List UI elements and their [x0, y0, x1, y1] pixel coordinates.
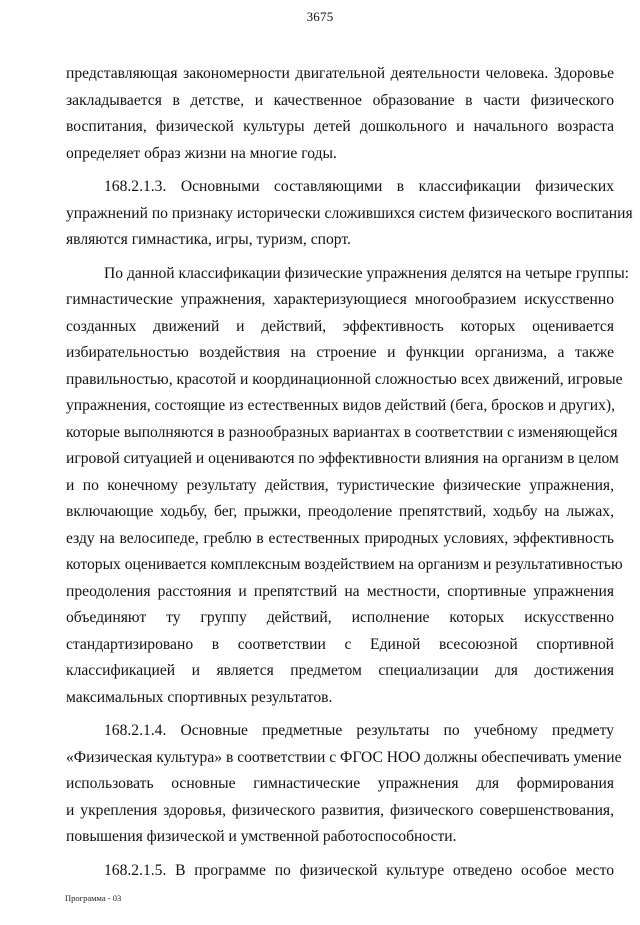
- text-line: и укрепления здоровья, физического развития, физического совершенствования,: [66, 801, 614, 819]
- text-line: включающие ходьбу, бег, прыжки, преодоление препятствий, ходьбу на лыжах,: [66, 503, 614, 520]
- text-line: упражнения, состоящие из естественных видов действий (бега, бросков и других),: [66, 397, 616, 414]
- paragraph: [66, 261, 630, 712]
- paragraph-gap: [66, 254, 614, 261]
- text-line: езду на велосипеде, греблю в естественных природных условиях, эффективность: [66, 529, 614, 547]
- text-line: представляющая закономерности двигательной деятельности человека. Здоровье: [66, 65, 614, 82]
- document-body: [66, 61, 633, 884]
- text-line: определяет образ жизни на многие годы.: [66, 144, 337, 162]
- paragraph: [66, 718, 622, 851]
- text-line: воспитания, физической культуры детей дошкольного и начального возраста: [66, 118, 614, 135]
- paragraph: [66, 61, 614, 167]
- paragraph-gap: [66, 851, 614, 858]
- paragraph-gap: [66, 167, 614, 174]
- text-line: избирательностью воздействия на строение и функции организма, а также: [66, 344, 614, 361]
- text-line: созданных движений и действий, эффективность которых оценивается: [66, 317, 614, 335]
- text-line: 168.2.1.5. В программе по физической культуре отведено особое место: [104, 861, 614, 879]
- text-line: которые выполняются в разнообразных вариантах в соответствии с изменяющейся: [66, 423, 618, 441]
- text-line: максимальных спортивных результатов.: [66, 688, 333, 706]
- text-line: и по конечному результату действия, туристические физические упражнения,: [66, 476, 614, 494]
- text-line: упражнений по признаку исторически сложившихся систем физического воспитания: [66, 204, 633, 222]
- text-line: преодоления расстояния и препятствий на местности, спортивные упражнения: [66, 582, 614, 600]
- paragraph: [66, 174, 633, 254]
- text-line: объединяют ту группу действий, исполнение которых искусственно: [66, 609, 614, 626]
- page-number: 3675: [306, 9, 334, 24]
- text-line: использовать основные гимнастические упражнения для формирования: [66, 775, 614, 792]
- text-line: являются гимнастика, игры, туризм, спорт.: [66, 231, 351, 248]
- text-line: повышения физической и умственной работоспособности.: [66, 828, 457, 845]
- text-line: «Физическая культура» в соответствии с ФГОС НОО должны обеспечивать умение: [66, 748, 622, 766]
- text-line: 168.2.1.3. Основными составляющими в классификации физических: [104, 178, 614, 195]
- text-line: стандартизировано в соответствии с Единой всесоюзной спортивной: [66, 635, 614, 653]
- text-line: которых оценивается комплексным воздействием на организм и результативностью: [66, 556, 623, 573]
- page-footer: Программа - 03: [65, 893, 122, 903]
- paragraph: [66, 858, 614, 885]
- text-line: закладывается в детстве, и качественное образование в части физического: [66, 91, 614, 109]
- text-line: гимнастические упражнения, характеризующиеся многообразием искусственно: [66, 291, 614, 308]
- paragraph-gap: [66, 711, 614, 718]
- text-line: По данной классификации физические упражнения делятся на четыре группы:: [104, 264, 630, 282]
- text-line: классификацией и является предметом специализации для достижения: [66, 662, 614, 679]
- text-line: 168.2.1.4. Основные предметные результаты по учебному предмету: [104, 722, 614, 739]
- text-line: правильностью, красотой и координационной сложностью всех движений, игровые: [66, 370, 623, 388]
- text-line: игровой ситуацией и оцениваются по эффективности влияния на организм в целом: [66, 450, 619, 467]
